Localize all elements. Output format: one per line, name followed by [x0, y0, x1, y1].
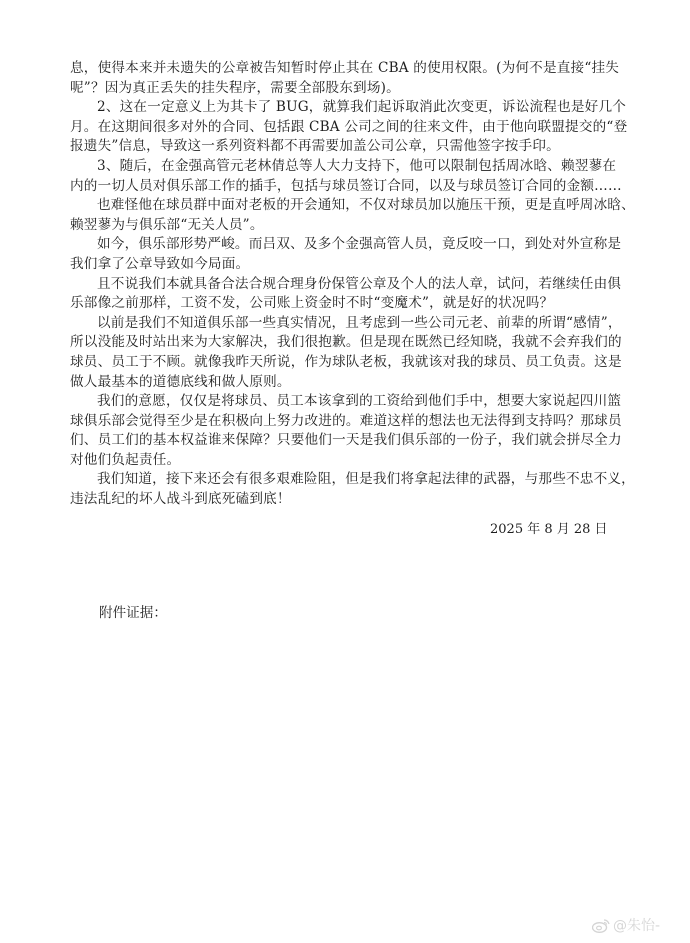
- text-line: 所以没能及时站出来为大家解决，我们很抱歉。但是现在既然已经知晓，我就不会弃我们的: [70, 334, 622, 351]
- document-date: 2025 年 8 月 28 日: [490, 522, 608, 537]
- text-line: 且不说我们本就具备合法合规合理身份保管公章及个人的法人章，试问，若继续任由俱: [97, 275, 622, 292]
- text-line: 息，使得本来并未遗失的公章被告知暂时停止其在 CBA 的使用权限。(为何不是直接“挂失: [70, 60, 620, 76]
- text-line: 对他们负起责任。: [70, 451, 181, 468]
- text-line: 球俱乐部会觉得至少是在积极向上努力改进的。难道这样的想法也无法得到支持吗？那球员: [70, 412, 622, 429]
- watermark: [592, 915, 660, 935]
- text-line: 赖翌蓼为与俱乐部“无关人员”。: [70, 216, 264, 233]
- watermark-text: @朱怡-: [613, 918, 661, 934]
- text-line: 报遗失”信息，导致这一系列资料都不再需要加盖公司公章，只需他签字按手印。: [70, 138, 560, 155]
- text-line: 我们拿了公章导致如今局面。: [70, 255, 250, 272]
- text-line: 我们知道，接下来还会有很多艰难险阻，但是我们将拿起法律的武器，与那些不忠不义，: [97, 471, 635, 488]
- text-line: 2、这在一定意义上为其卡了 BUG，就算我们起诉取消此次变更，诉讼流程也是好几个: [97, 99, 627, 116]
- text-line: 月。在这期间很多对外的合同、包括跟 CBA 公司之间的往来文件，由于他向联盟提交的“登: [70, 118, 628, 135]
- attachment-label: 附件证据：: [99, 605, 167, 621]
- text-line: 球员、员工于不顾。就像我昨天所说，作为球队老板，我就该对我的球员、员工负责。这是: [70, 353, 622, 370]
- text-line: 以前是我们不知道俱乐部一些真实情况，且考虑到一些公司元老、前辈的所谓“感情”，: [97, 314, 622, 331]
- text-line: 呢”？因为真正丢失的挂失程序，需要全部股东到场)。: [70, 79, 400, 96]
- text-line: 内的一切人员对俱乐部工作的插手，包括与球员签订合同，以及与球员签订合同的金额……: [70, 177, 622, 194]
- text-line: 做人最基本的道德底线和做人原则。: [70, 373, 291, 390]
- text-line: 乐部像之前那样，工资不发，公司账上资金时不时“变魔术”，就是好的状况吗？: [70, 295, 554, 312]
- text-line: 们、员工们的基本权益谁来保障？只要他们一天是我们俱乐部的一份子，我们就会拼尽全力: [70, 432, 622, 449]
- text-line: 也难怪他在球员群中面对老板的开会通知，不仅对球员加以施压干预，更是直呼周冰晗、: [97, 197, 635, 214]
- document-body: [70, 59, 635, 510]
- text-line: 我们的意愿，仅仅是将球员、员工本该拿到的工资给到他们手中，想要大家说起四川篮: [97, 393, 622, 410]
- text-line: 如今，俱乐部形势严峻。而吕双、及多个金强高管人员，竟反咬一口，到处对外宣称是: [97, 236, 622, 253]
- weibo-logo-icon: [592, 918, 610, 933]
- text-line: 违法乱纪的坏人战斗到底死磕到底！: [70, 491, 291, 508]
- text-line: 3、随后，在金强高管元老林倩总等人大力支持下，他可以限制包括周冰晗、赖翌蓼在: [97, 157, 617, 174]
